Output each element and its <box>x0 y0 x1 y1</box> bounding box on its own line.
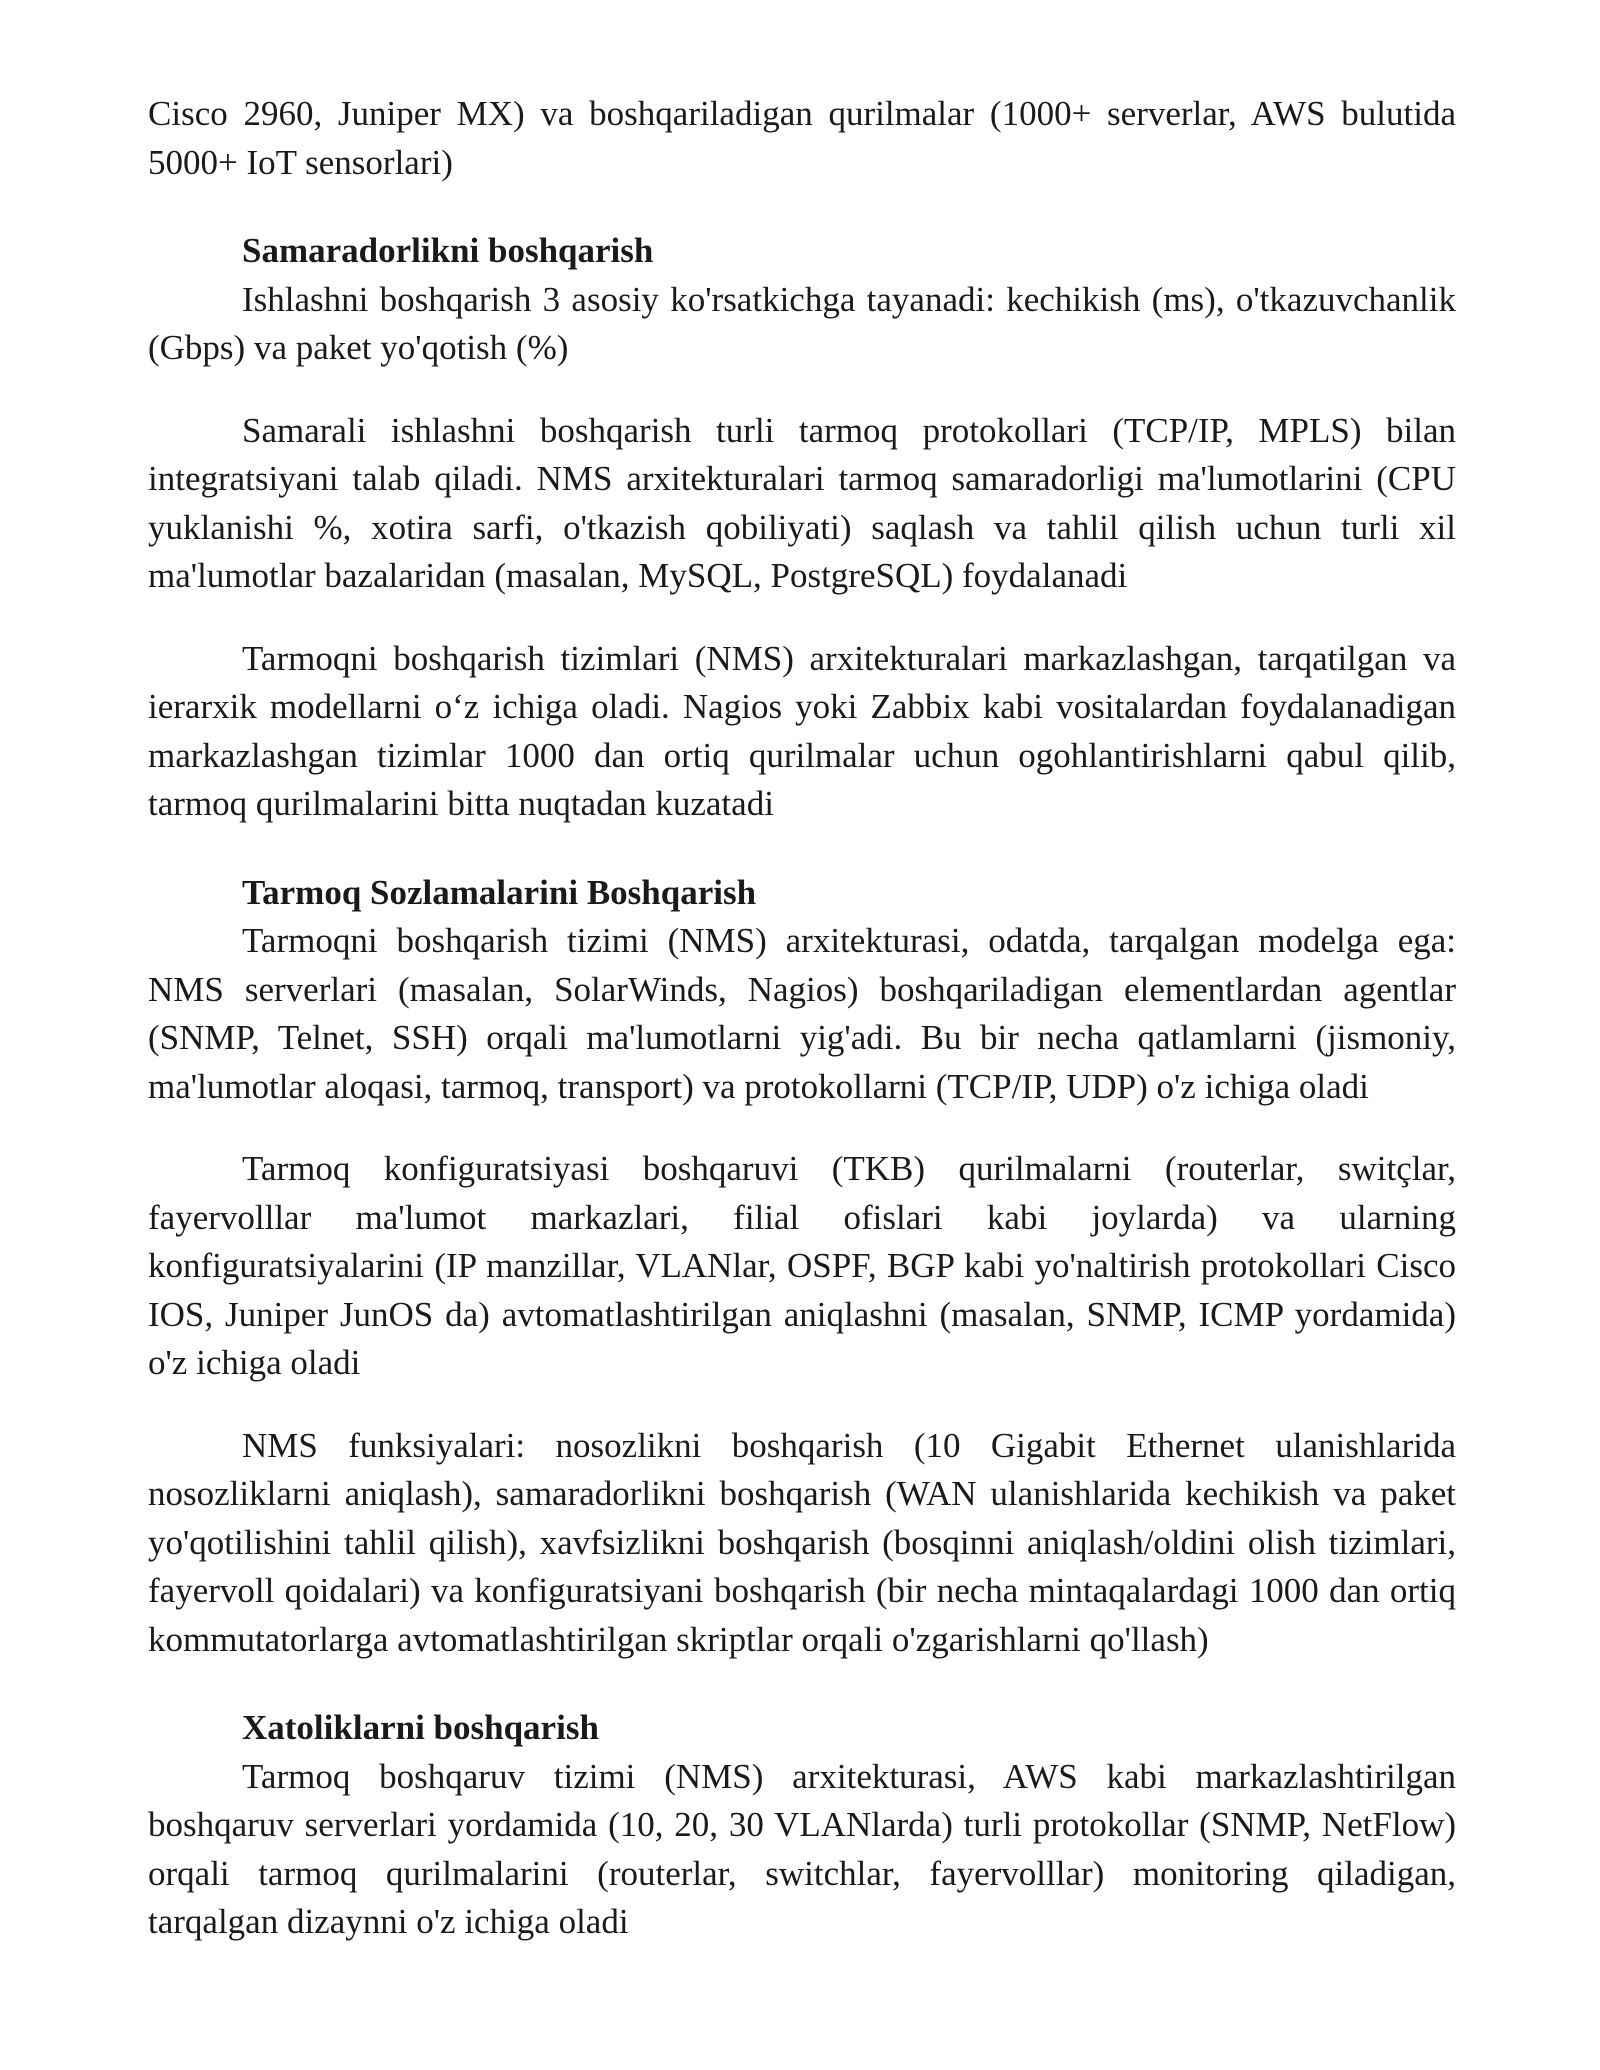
network-settings-paragraph-2: Tarmoq konfiguratsiyasi boshqaruvi (TKB) qurilmalarni (routerlar, switçlar, fayervolllar ma'lumot markazlari, filial ofislari kabi joylarda) va ularning konfiguratsiyalarini (IP manzillar, VLANlar, OSPF, BGP kabi yo'naltirish protokollari Cisco IOS, Juniper JunOS da) avtomatlashtirilgan aniqlashni (masalan, SNMP, ICMP yordamida) o'z ichiga oladi <box>148 1149 1456 1382</box>
section-heading-performance: Samaradorlikni boshqarish <box>242 231 654 270</box>
performance-paragraph-2: Samarali ishlashni boshqarish turli tarmoq protokollari (TCP/IP, MPLS) bilan integratsiyani talab qiladi. NMS arxitekturalari tarmoq samaradorligi ma'lumotlarini (CPU yuklanishi %, xotira sarfi, o'tkazish qobiliyati) saqlash va tahlil qilish uchun turli xil ma'lumotlar bazalaridan (masalan, MySQL, PostgreSQL) foydalanadi <box>148 410 1456 595</box>
section-heading-fault-management: Xatoliklarni boshqarish <box>242 1708 599 1747</box>
intro-continuation-paragraph: Cisco 2960, Juniper MX) va boshqariladigan qurilmalar (1000+ serverlar, AWS bulutida 5000+ IoT sensorlari) <box>148 94 1456 182</box>
network-settings-paragraph-1: Tarmoqni boshqarish tizimi (NMS) arxitekturasi, odatda, tarqalgan modelga ega: NMS serverlari (masalan, SolarWinds, Nagios) boshqariladigan elementlardan agentlar (SNMP, Telnet, SSH) orqali ma'lumotlarni yig'adi. Bu bir necha qatlamlarni (jismoniy, ma'lumotlar aloqasi, tarmoq, transport) va protokollarni (TCP/IP, UDP) o'z ichiga oladi <box>148 921 1456 1106</box>
section-heading-network-settings: Tarmoq Sozlamalarini Boshqarish <box>242 872 757 912</box>
performance-paragraph-1: Ishlashni boshqarish 3 asosiy ko'rsatkichga tayanadi: kechikish (ms), o'tkazuvchanlik (Gbps) va paket yo'qotish (%) <box>148 279 1456 367</box>
network-settings-paragraph-3: NMS funksiyalari: nosozlikni boshqarish (10 Gigabit Ethernet ulanishlarida nosozliklarni aniqlash), samaradorlikni boshqarish (WAN ulanishlarida kechikish va paket yo'qotilishini tahlil qilish), xavfsizlikni boshqarish (bosqinni aniqlash/oldini olish tizimlari, fayervoll qoidalari) va konfiguratsiyani boshqarish (bir necha mintaqalardagi 1000 dan ortiq kommutatorlarga avtomatlashtirilgan skriptlar orqali o'zgarishlarni qo'llash) <box>148 1425 1456 1659</box>
document-page <box>148 90 1456 1947</box>
performance-paragraph-3: Tarmoqni boshqarish tizimlari (NMS) arxitekturalari markazlashgan, tarqatilgan va ierarxik modellarni o‘z ichiga oladi. Nagios yoki Zabbix kabi vositalardan foydalanadigan markazlashgan tizimlar 1000 dan ortiq qurilmalar uchun ogohlantirishlarni qabul qilib, tarmoq qurilmalarini bitta nuqtadan kuzatadi <box>148 638 1456 823</box>
fault-management-paragraph-1: Tarmoq boshqaruv tizimi (NMS) arxitekturasi, AWS kabi markazlashtirilgan boshqaruv serverlari yordamida (10, 20, 30 VLANlarda) turli protokollar (SNMP, NetFlow) orqali tarmoq qurilmalarini (routerlar, switchlar, fayervolllar) monitoring qiladigan, tarqalgan dizaynni o'z ichiga oladi <box>148 1756 1456 1941</box>
